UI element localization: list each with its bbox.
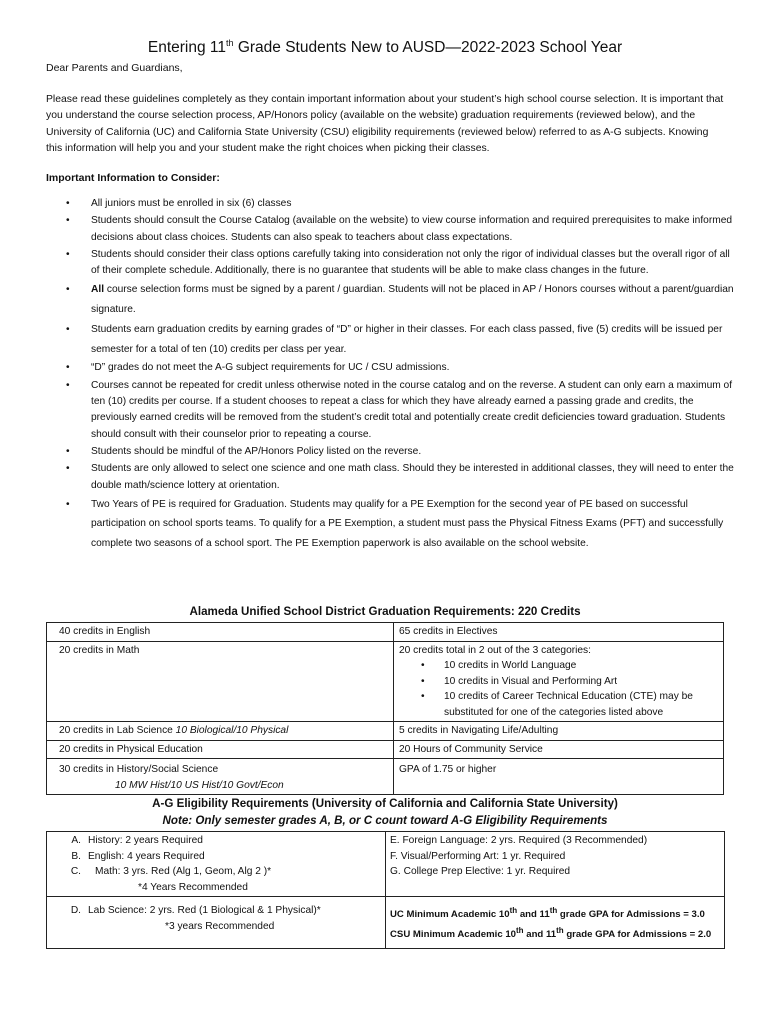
superscript: th: [509, 906, 518, 915]
bullet-icon: •: [421, 660, 425, 671]
csu-gpa-text: [390, 923, 720, 943]
table-row: [47, 623, 724, 642]
item-text: Math: 3 yrs. Red (Alg 1, Geom, Alg 2 )*: [95, 866, 272, 877]
bullet-icon: •: [66, 198, 70, 209]
list-item-text: Courses cannot be repeated for credit unless otherwise noted in the course catalog and on the reverse. A student can only earn a maximum of ten (10) credits per course. If a student chooses to repeat a class for which they have already earned a passing grade and credits, the previously earned credits will be removed from the student’s credit total and potentially create credit deficiencies toward graduation. Students should consult with their counselor prior to repeating a course.: [91, 379, 733, 440]
table-cell: [47, 897, 386, 949]
ag-item: [51, 833, 381, 849]
salutation: Dear Parents and Guardians,: [46, 62, 183, 74]
categories-list: [399, 658, 719, 720]
ag-requirements-note: Note: Only semester grades A, B, or C count toward A-G Eligibility Requirements: [162, 814, 608, 827]
bullet-icon: •: [421, 675, 425, 687]
important-heading: Important Information to Consider:: [46, 172, 220, 184]
superscript: th: [556, 925, 564, 935]
text-part: grade GPA for Admissions = 2.0: [563, 928, 712, 940]
item-text: English: 4 years Required: [88, 850, 205, 862]
list-item-text: Students are only allowed to select one science and one math class. Should they be interested in additional classes, they will need to enter the double math/science lottery at orientation.: [91, 463, 734, 491]
item-text: E. Foreign Language: 2 yrs. Required (3 Recommended): [390, 835, 648, 846]
item-letter: D.: [70, 905, 81, 916]
page-title: [0, 38, 770, 57]
text-part: and 11: [523, 928, 557, 940]
item-text: G. College Prep Elective: 1 yr. Required: [390, 866, 571, 877]
table-row: [47, 832, 725, 897]
table-row: [47, 722, 724, 741]
table-row: [47, 759, 724, 795]
intro-paragraph: Please read these guidelines completely as they contain important information about your student’s high school course selection. It is important that you understand the course selection process, AP/Honors policy (available on the website) graduation requirements (reviewed below), and the University of California (UC) and California State University (CSU) eligibility requirements (reviewed below) referred to as A-G subjects. Knowing this information will help you and your student make the right choices when picking their classes.: [46, 94, 724, 155]
table-cell: 20 credits in Physical Education: [47, 740, 394, 759]
table-cell: GPA of 1.75 or higher: [394, 759, 724, 795]
list-item: [46, 378, 736, 443]
lab-science-text: 20 credits in Lab Science: [59, 725, 176, 736]
table-row: [47, 897, 725, 949]
ag-item: [51, 903, 381, 919]
ag-item: [51, 864, 381, 880]
item-text: History: 2 years Required: [88, 835, 203, 846]
bullet-icon: •: [66, 215, 70, 227]
list-item-text: course selection forms must be signed by a parent / guardian. Students will not be placed in AP / Honors courses without a parent/guardian signature.: [91, 284, 734, 315]
title-text: Entering 11: [147, 39, 226, 57]
list-item-text: “D” grades do not meet the A-G subject requirements for UC / CSU admissions.: [91, 362, 450, 374]
list-item: [399, 674, 719, 690]
list-item: [399, 658, 719, 674]
graduation-requirements-title: Alameda Unified School District Graduation Requirements: 220 Credits: [189, 605, 581, 618]
text-part: and 11: [517, 909, 550, 921]
list-item-text: Students earn graduation credits by earning grades of “D” or higher in their classes. For each class passed, five (5) credits will be issued per semester for a total of ten (10) credits per class per year.: [91, 324, 723, 355]
categories-text: 20 credits total in 2 out of the 3 categories:: [399, 644, 591, 656]
list-item: [46, 213, 736, 246]
title-superscript: th: [226, 38, 234, 48]
list-item-text: All juniors must be enrolled in six (6) classes: [91, 198, 292, 209]
list-item: [46, 196, 736, 212]
history-text: 30 credits in History/Social Science: [59, 764, 219, 775]
superscript: th: [549, 906, 558, 915]
history-detail: 10 MW Hist/10 US Hist/10 Govt/Econ: [115, 779, 284, 791]
bullet-icon: •: [66, 324, 70, 336]
item-subtext: *3 years Recommended: [165, 920, 275, 932]
bullet-icon: •: [421, 691, 425, 702]
table-cell: [394, 641, 724, 722]
table-cell: 40 credits in English: [47, 623, 394, 642]
text-part: UC Minimum Academic 10: [390, 909, 510, 921]
list-item-text: Students should consult the Course Catalog (available on the website) to view course information and required prerequisites to make informed decisions about class choices. Students can also speak to teachers about class expectations.: [91, 215, 733, 243]
list-item: [46, 247, 736, 280]
list-item: [46, 461, 736, 494]
table-cell: [386, 832, 725, 897]
graduation-requirements-table: [46, 622, 724, 795]
text-part: CSU Minimum Academic 10: [390, 928, 516, 940]
bullet-icon: •: [66, 284, 70, 296]
list-item: [46, 280, 736, 319]
list-item-text: Students should be mindful of the AP/Honors Policy listed on the reverse.: [91, 445, 422, 457]
ag-requirements-table: [46, 831, 725, 949]
list-item: [46, 320, 736, 359]
table-cell: [47, 832, 386, 897]
list-item-text: Students should consider their class options carefully taking into consideration not only the rigor of individual classes but the overall rigor of all of their complete schedule. Additionally, there is no guarantee that students will be able to make class changes in the future.: [91, 248, 730, 277]
list-item: [46, 444, 736, 460]
bullet-icon: •: [66, 463, 70, 475]
uc-gpa-text: [390, 903, 720, 923]
list-item-bold: All: [91, 284, 105, 296]
table-cell: 20 Hours of Community Service: [394, 740, 724, 759]
bullet-icon: •: [66, 248, 70, 260]
table-row: [47, 641, 724, 722]
lab-science-detail: 10 Biological/10 Physical: [175, 725, 289, 736]
ag-item: [51, 849, 381, 865]
ag-requirements-title: A-G Eligibility Requirements (University of California and California State University): [152, 797, 618, 810]
bullet-icon: •: [66, 379, 70, 391]
table-cell: 20 credits in Math: [47, 641, 394, 722]
superscript: th: [516, 925, 524, 935]
table-cell: [386, 897, 725, 949]
list-item-text: 10 credits in Visual and Performing Art: [444, 675, 618, 687]
item-text: Lab Science: 2 yrs. Red (1 Biological & 1 Physical)*: [88, 905, 321, 916]
list-item-text: Two Years of PE is required for Graduation. Students may qualify for a PE Exemption for the second year of PE based on successful participation on school sports teams. To qualify for a PE Exemption, a student must pass the Physical Fitness Exams (PFT) and successfully complete two seasons of a school sport. The PE Exemption paperwork is also available on the school website.: [91, 498, 724, 549]
item-letter: B.: [71, 850, 81, 862]
list-item-text: 10 credits of Career Technical Education (CTE) may be substituted for one of the categories listed above: [444, 691, 693, 718]
bullet-icon: •: [66, 362, 70, 374]
table-cell: [47, 759, 394, 795]
item-letter: C.: [70, 866, 81, 877]
bullet-icon: •: [66, 445, 70, 457]
table-cell: [47, 722, 394, 741]
item-subtext: *4 Years Recommended: [138, 881, 248, 893]
table-cell: 65 credits in Electives: [394, 623, 724, 642]
bullet-icon: •: [66, 498, 70, 510]
list-item-text: 10 credits in World Language: [444, 660, 577, 671]
list-item: [46, 360, 736, 376]
title-text-rest: Grade Students New to AUSD—2022-2023 School Year: [233, 39, 623, 57]
item-letter: A.: [71, 835, 81, 846]
text-part: grade GPA for Admissions = 3.0: [557, 909, 705, 921]
table-cell: 5 credits in Navigating Life/Adulting: [394, 722, 724, 741]
table-row: [47, 740, 724, 759]
guidelines-list: [46, 196, 736, 554]
list-item: [46, 495, 736, 554]
list-item: [399, 689, 719, 720]
item-text: F. Visual/Performing Art: 1 yr. Required: [390, 850, 566, 862]
